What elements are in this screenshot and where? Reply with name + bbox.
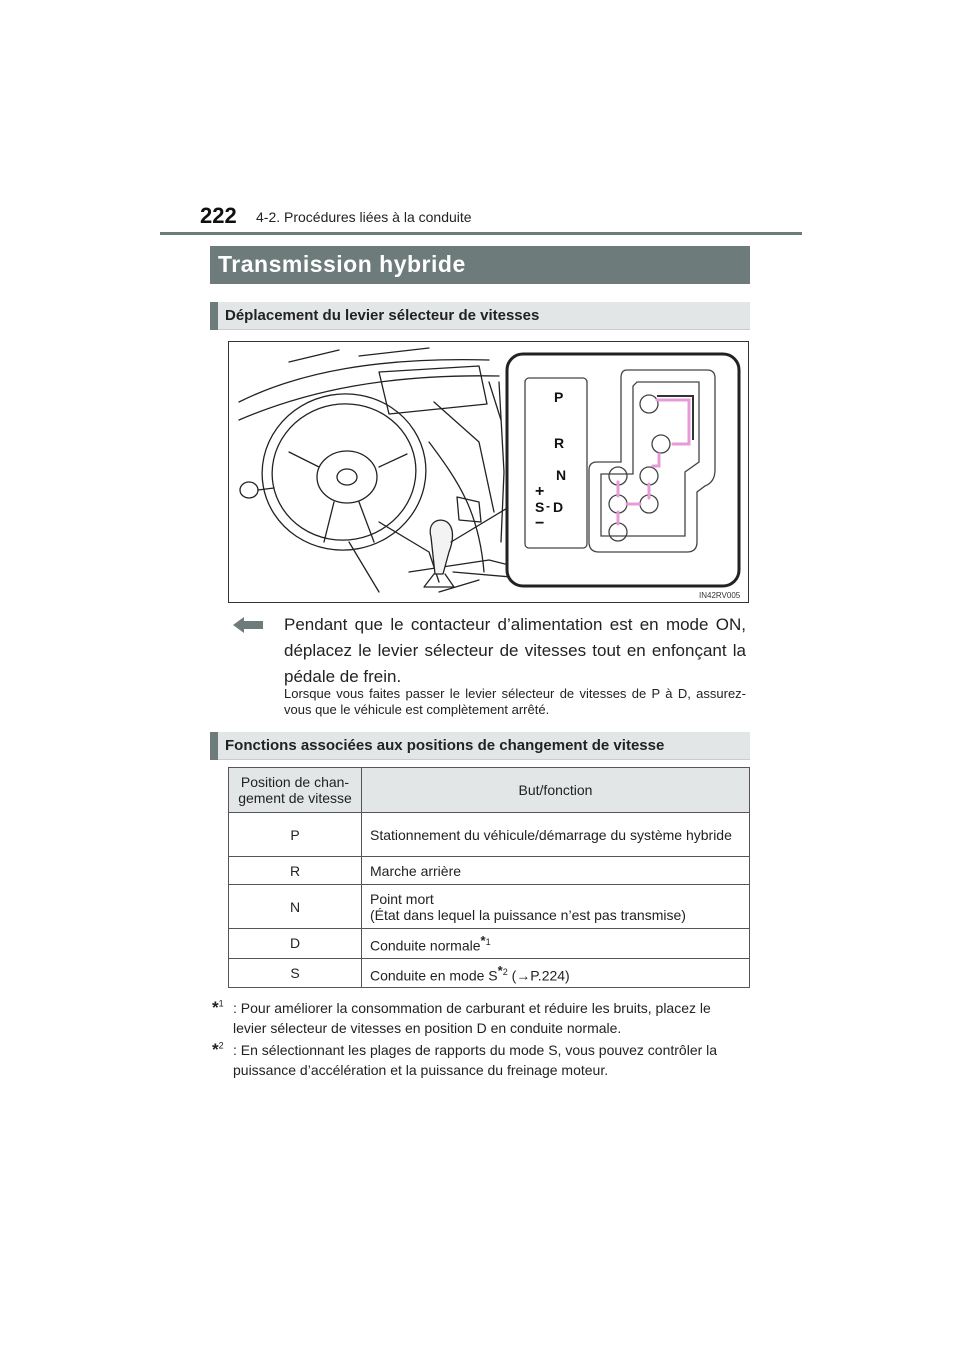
arrow-left-icon: [233, 617, 263, 633]
function-cell: [362, 885, 750, 929]
function-cell: Stationnement du véhicule/démarrage du système hybride: [362, 813, 750, 857]
function-text: Point mort: [370, 890, 434, 907]
shift-note-text: Lorsque vous faites passer le levier sélecteur de vitesses de P à D, assurez-vous que le véhicule est complètement arrêté.: [284, 686, 746, 717]
function-cell: Marche arrière: [362, 857, 750, 885]
table-row: [229, 885, 750, 929]
position-cell: D: [229, 929, 362, 959]
column-header-position: Position de chan- gement de vitesse: [229, 768, 362, 813]
gate-label-r: R: [554, 435, 565, 451]
footnote-ref: *2: [497, 962, 508, 978]
shift-instruction-text: Pendant que le contacteur d’alimentation est en mode ON, déplacez le levier sélecteur de vitesses tout en enfonçant la pédale de frein.: [284, 615, 746, 686]
function-cell: [362, 958, 750, 988]
header-rule: [160, 232, 802, 235]
gate-label-d: D: [553, 499, 564, 515]
table-row: [229, 813, 750, 857]
position-cell: N: [229, 885, 362, 929]
gate-label-n: N: [556, 467, 567, 483]
footnote-1: : Pour améliorer la consommation de carburant et réduire les bruits, placez le levier sélecteur de vitesses en position D en conduite normale.: [233, 1000, 711, 1036]
footnote-ref: *1: [480, 933, 491, 948]
gate-label-s: S: [535, 499, 545, 515]
page-title: Transmission hybride: [218, 251, 466, 277]
subheading-marker-1: [210, 302, 218, 330]
shift-gate-inset: [507, 354, 739, 586]
position-cell: R: [229, 857, 362, 885]
figure-code: IN42RV005: [699, 591, 741, 600]
table-row: [229, 958, 750, 988]
position-cell: S: [229, 958, 362, 988]
function-cell: [362, 929, 750, 959]
subheading-gear-functions: Fonctions associées aux positions de changement de vitesse: [225, 737, 665, 754]
footnote-2: : En sélectionnant les plages de rapports du mode S, vous pouvez contrôler la puissance d’accélération et la puissance du freinage moteur.: [233, 1042, 718, 1078]
shift-lever-figure: [228, 341, 749, 603]
footnote-mark-1: *$^1$: [212, 998, 224, 1017]
subheading-marker-2: [210, 732, 218, 760]
gear-functions-table: [228, 767, 750, 988]
function-extra-text: (État dans lequel la puissance n’est pas transmise): [370, 906, 686, 923]
page-number: 222: [200, 203, 237, 228]
footnote-mark-2: *$^2$: [212, 1040, 224, 1059]
subheading-shift-lever: Déplacement du levier sélecteur de vitesses: [225, 307, 540, 324]
page-reference: (→P.224): [507, 967, 570, 984]
gate-label-plus: +: [535, 483, 545, 500]
table-row: [229, 857, 750, 885]
gate-label-minus: −: [535, 515, 545, 532]
dashboard-illustration: [229, 342, 748, 602]
function-text: Conduite normale: [370, 937, 481, 954]
gate-label-dash: -: [546, 499, 550, 513]
table-row: [229, 929, 750, 959]
section-reference: 4-2. Procédures liées à la conduite: [256, 209, 472, 225]
column-header-function: But/fonction: [362, 768, 750, 813]
gate-label-p: P: [554, 389, 564, 405]
table-header-row: [229, 768, 750, 813]
position-cell: P: [229, 813, 362, 857]
function-text: Conduite en mode S: [370, 967, 498, 984]
